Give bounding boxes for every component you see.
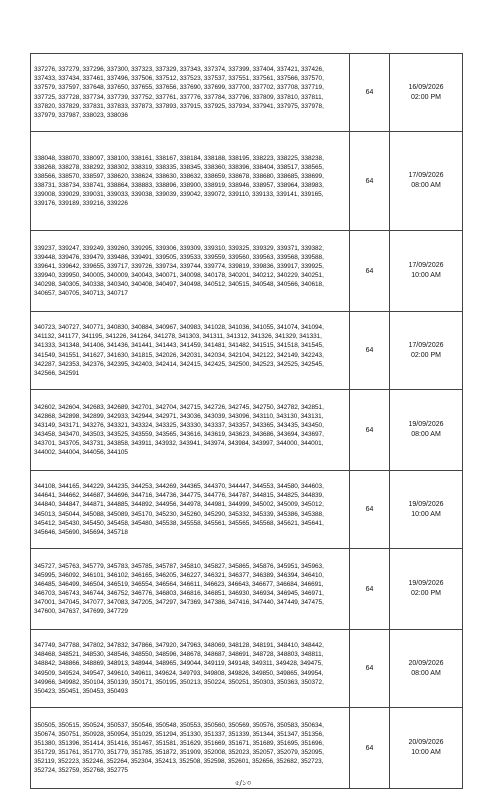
table-row [31, 471, 463, 549]
table-row [31, 132, 463, 231]
table-row [31, 390, 463, 471]
exam-date: 20/09/2026 [408, 659, 444, 667]
exam-date: 17/09/2026 [408, 172, 444, 179]
exam-time: 10:00 AM [411, 272, 441, 279]
candidate-count: 64 [350, 132, 390, 231]
exam-time: 10:00 AM [411, 749, 441, 756]
roll-numbers: 339237, 339247, 339249, 339260, 339295, 339306, 339309, 339310, 339325, 339329, 339371, 339382, 339448, 339476, 339479, 339486, 339491, 339505, 339533, 339559, 339560, 339563, 339568, 339588, 339641, 339642, 339655, 339717, 339726, 339734, 339744, 339774, 339819, 339836, 339917, 339925, 339940, 339950, 340005, 340009, 340043, 340071, 340098, 340178, 340201, 340212, 340229, 340251, 340298, 340305, 340338, 340340, 340408, 340497, 340498, 340512, 340515, 340548, 340566, 340618, 340657, 340705, 340713, 340717 [31, 231, 350, 312]
exam-time: 10:00 AM [411, 510, 441, 518]
exam-date: 19/09/2026 [408, 421, 444, 428]
candidate-count: 64 [350, 549, 390, 630]
candidate-count: 64 [350, 708, 390, 789]
exam-date: 16/09/2026 [408, 83, 444, 91]
exam-datetime [390, 630, 463, 708]
table-row [31, 630, 463, 708]
exam-datetime [390, 312, 463, 390]
roll-numbers: 342602, 342604, 342683, 342689, 342701, 342704, 342715, 342726, 342745, 342750, 342782, 342851, 342868, 342898, 342899, 342933, 342944, 342971, 343036, 343039, 343096, 343110, 343130, 343131, 343149, 343171, 343276, 343321, 343324, 343325, 343330, 343337, 343357, 343365, 343435, 343450, 343458, 343470, 343503, 343525, 343559, 343565, 343616, 343619, 343623, 343686, 343694, 343697, 343701, 343705, 343731, 343858, 343911, 343932, 343941, 343974, 343984, 343997, 344000, 344001, 344002, 344004, 344056, 344105 [31, 390, 350, 471]
candidate-count: 64 [350, 471, 390, 549]
exam-datetime [390, 471, 463, 549]
candidate-count: 64 [350, 54, 390, 132]
roll-numbers: 347749, 347788, 347802, 347832, 347866, 347920, 347963, 348069, 348128, 348191, 348410, 348442, 348468, 348521, 348530, 348546, 348550, 348596, 348678, 348687, 348691, 348728, 348803, 348811, 348842, 348866, 348869, 348913, 348944, 348965, 349044, 349119, 349148, 349311, 349428, 349475, 349509, 349524, 349547, 349610, 349611, 349624, 349793, 349808, 349826, 349850, 349865, 349954, 349966, 349982, 350104, 350139, 350171, 350195, 350213, 350224, 350251, 350303, 350363, 350372, 350423, 350451, 350453, 350493 [31, 630, 350, 708]
candidate-count: 64 [350, 630, 390, 708]
roll-numbers: 345727, 345763, 345779, 345783, 345785, 345787, 345810, 345827, 345865, 345876, 345951, 345963, 345995, 346092, 346101, 346102, 346165, 346205, 346227, 346321, 346377, 346389, 346394, 346410, 346485, 346499, 346504, 346519, 346554, 346564, 346611, 346623, 346643, 346677, 346684, 346691, 346703, 346743, 346744, 346752, 346776, 346803, 346816, 346851, 346930, 346934, 346945, 346971, 347001, 347045, 347077, 347083, 347205, 347297, 347369, 347386, 347416, 347440, 347449, 347475, 347600, 347637, 347699, 347729 [31, 549, 350, 630]
exam-time: 02:00 PM [411, 351, 441, 359]
exam-datetime [390, 231, 463, 312]
exam-date: 19/09/2026 [408, 500, 444, 508]
exam-date: 20/09/2026 [408, 739, 444, 746]
table-row [31, 231, 463, 312]
exam-datetime [390, 390, 463, 471]
exam-date: 17/09/2026 [408, 262, 444, 269]
exam-date: 19/09/2026 [408, 580, 444, 587]
exam-time: 08:00 AM [411, 669, 441, 677]
roll-numbers: 337276, 337279, 337296, 337300, 337323, 337329, 337343, 337374, 337399, 337404, 337421, 337426, 337433, 337434, 337461, 337496, 337506, 337512, 337523, 337537, 337551, 337561, 337566, 337570, 337579, 337597, 337648, 337650, 337655, 337656, 337690, 337699, 337700, 337702, 337708, 337719, 337725, 337728, 337734, 337739, 337752, 337761, 337776, 337784, 337796, 337809, 337810, 337811, 337820, 337829, 337831, 337833, 337873, 337893, 337915, 337925, 337934, 337941, 337975, 337978, 337979, 337987, 338023, 338036 [31, 54, 350, 132]
exam-datetime [390, 54, 463, 132]
candidate-count: 64 [350, 312, 390, 390]
exam-datetime [390, 549, 463, 630]
exam-datetime [390, 132, 463, 231]
candidate-count: 64 [350, 231, 390, 312]
table-row [31, 54, 463, 132]
exam-time: 02:00 PM [411, 93, 441, 101]
exam-date: 17/09/2026 [408, 341, 444, 349]
schedule-rows [31, 54, 463, 789]
roll-numbers: 340723, 340727, 340771, 340830, 340884, 340967, 340983, 341028, 341036, 341055, 341074, 341094, 341132, 341177, 341195, 341226, 341264, 341278, 341303, 341311, 341312, 341326, 341329, 341331, 341333, 341348, 341406, 341436, 341441, 341443, 341459, 341481, 341482, 341515, 341518, 341545, 341549, 341551, 341627, 341630, 341815, 342026, 342031, 342034, 342104, 342122, 342149, 342243, 342287, 342353, 342376, 342395, 342403, 342414, 342415, 342425, 342500, 342523, 342525, 342545, 342566, 342591 [31, 312, 350, 390]
exam-time: 02:00 PM [411, 590, 441, 597]
exam-time: 08:00 AM [411, 182, 441, 189]
roll-numbers: 338048, 338070, 338097, 338100, 338161, 338167, 338184, 338188, 338195, 338223, 338225, 338238, 338268, 338278, 338292, 338302, 338319, 338335, 338345, 338360, 338396, 338404, 338517, 338565, 338566, 338570, 338597, 338620, 338624, 338630, 338632, 338659, 338678, 338680, 338685, 338699, 338731, 338734, 338741, 338864, 338883, 338896, 338900, 338919, 338946, 338957, 338964, 338983, 339008, 339029, 339031, 339033, 339038, 339039, 339042, 339072, 339110, 339133, 339141, 339165, 339176, 339189, 339216, 339226 [31, 132, 350, 231]
roll-numbers: 344108, 344165, 344229, 344235, 344253, 344269, 344365, 344370, 344447, 344553, 344580, 344603, 344641, 344662, 344687, 344696, 344716, 344736, 344775, 344776, 344787, 344815, 344825, 344839, 344840, 344847, 344871, 344885, 344892, 344956, 344978, 344981, 344999, 345002, 345009, 345012, 345013, 345044, 345088, 345089, 345170, 345230, 345260, 345290, 345332, 345339, 345386, 345388, 345412, 345430, 345450, 345458, 345480, 345538, 345558, 345561, 345565, 345568, 345621, 345641, 345646, 345690, 345694, 345718 [31, 471, 350, 549]
exam-time: 08:00 AM [411, 431, 441, 438]
candidate-count: 64 [350, 390, 390, 471]
exam-schedule-table [30, 53, 463, 789]
page-number: ৫/১৩ [235, 779, 251, 787]
roll-numbers: 350505, 350515, 350524, 350537, 350546, 350548, 350553, 350560, 350569, 350576, 350583, 350634, 350674, 350751, 350928, 350954, 351029, 351294, 351330, 351337, 351339, 351344, 351347, 351356, 351380, 351396, 351414, 351416, 351467, 351581, 351629, 351669, 351671, 351689, 351695, 351696, 351729, 351761, 351770, 351779, 351785, 351872, 351909, 352008, 352023, 352057, 352079, 352095, 352119, 352223, 352246, 352264, 352304, 352413, 352508, 352598, 352601, 352656, 352682, 352723, 352724, 352759, 352768, 352775 [31, 708, 350, 789]
table-row [31, 312, 463, 390]
table-row [31, 549, 463, 630]
